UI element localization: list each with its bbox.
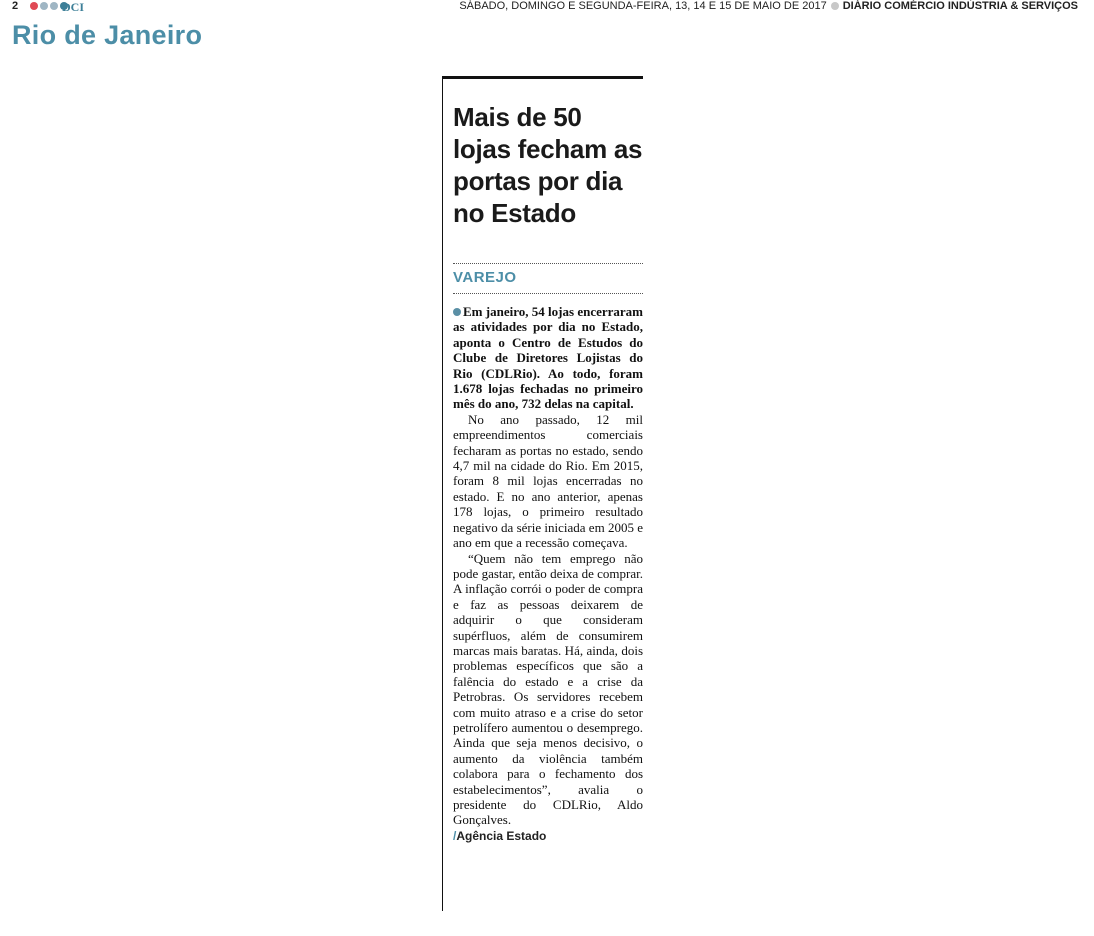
- credit-slash: /: [453, 828, 457, 843]
- brand-dot: [50, 2, 58, 10]
- brand-dot: [30, 2, 38, 10]
- page-number: 2: [12, 0, 19, 12]
- publication-name: DIÁRIO COMÉRCIO INDÚSTRIA & SERVIÇOS: [842, 0, 1078, 12]
- header-info: [459, 0, 1078, 12]
- article-lead: Em janeiro, 54 lojas encerraram as atividades por dia no Estado, aponta o Centro de Estudos do Clube de Diretores Lojistas do Rio (CDLRio). Ao todo, foram 1.678 lojas fechadas no primeiro mês do ano, 732 delas na capital.: [453, 304, 643, 412]
- kicker-rule-bottom: [453, 293, 643, 294]
- kicker-rule-top: [453, 263, 643, 264]
- article-body: [453, 304, 643, 844]
- separator-dot: [831, 2, 839, 10]
- issue-date: SÁBADO, DOMINGO E SEGUNDA-FEIRA, 13, 14 E 15 DE MAIO DE 2017: [459, 0, 827, 12]
- article-paragraph: “Quem não tem emprego não pode gastar, então deixa de comprar. A inflação corrói o poder de compra e faz as pessoas deixarem de adquirir o que consideram supérfluos, além de consumirem marcas mais baratas. Há, ainda, dois problemas específicos que são a falência do estado e a crise da Petrobras. Os servidores recebem com muito atraso e a crise do setor petrolífero aumentou o desemprego. Ainda que seja menos decisivo, o aumento da violência também colabora para o fechamento dos estabelecimentos”, avalia o presidente do CDLRio, Aldo Gonçalves.: [453, 550, 643, 828]
- brand-dot: [40, 2, 48, 10]
- article-headline: Mais de 50 lojas fecham as portas por dia no Estado: [453, 102, 643, 228]
- article: [442, 76, 643, 911]
- credit-source: Agência Estado: [456, 828, 547, 843]
- article-paragraph: No ano passado, 12 mil empreendimentos comerciais fecharam as portas no estado, sendo 4,7 mil na cidade do Rio. Em 2015, foram 8 mil lojas encerradas no estado. E no ano anterior, apenas 178 lojas, o primeiro resultado negativo da série iniciada em 2005 e ano em que a recessão começava.: [453, 411, 643, 551]
- bullet-icon: [453, 308, 461, 316]
- page-header: [0, 0, 1094, 16]
- brand-logo: DCI: [62, 0, 85, 14]
- article-kicker: VAREJO: [453, 269, 517, 286]
- article-credit: [453, 829, 643, 844]
- section-title: Rio de Janeiro: [12, 20, 203, 50]
